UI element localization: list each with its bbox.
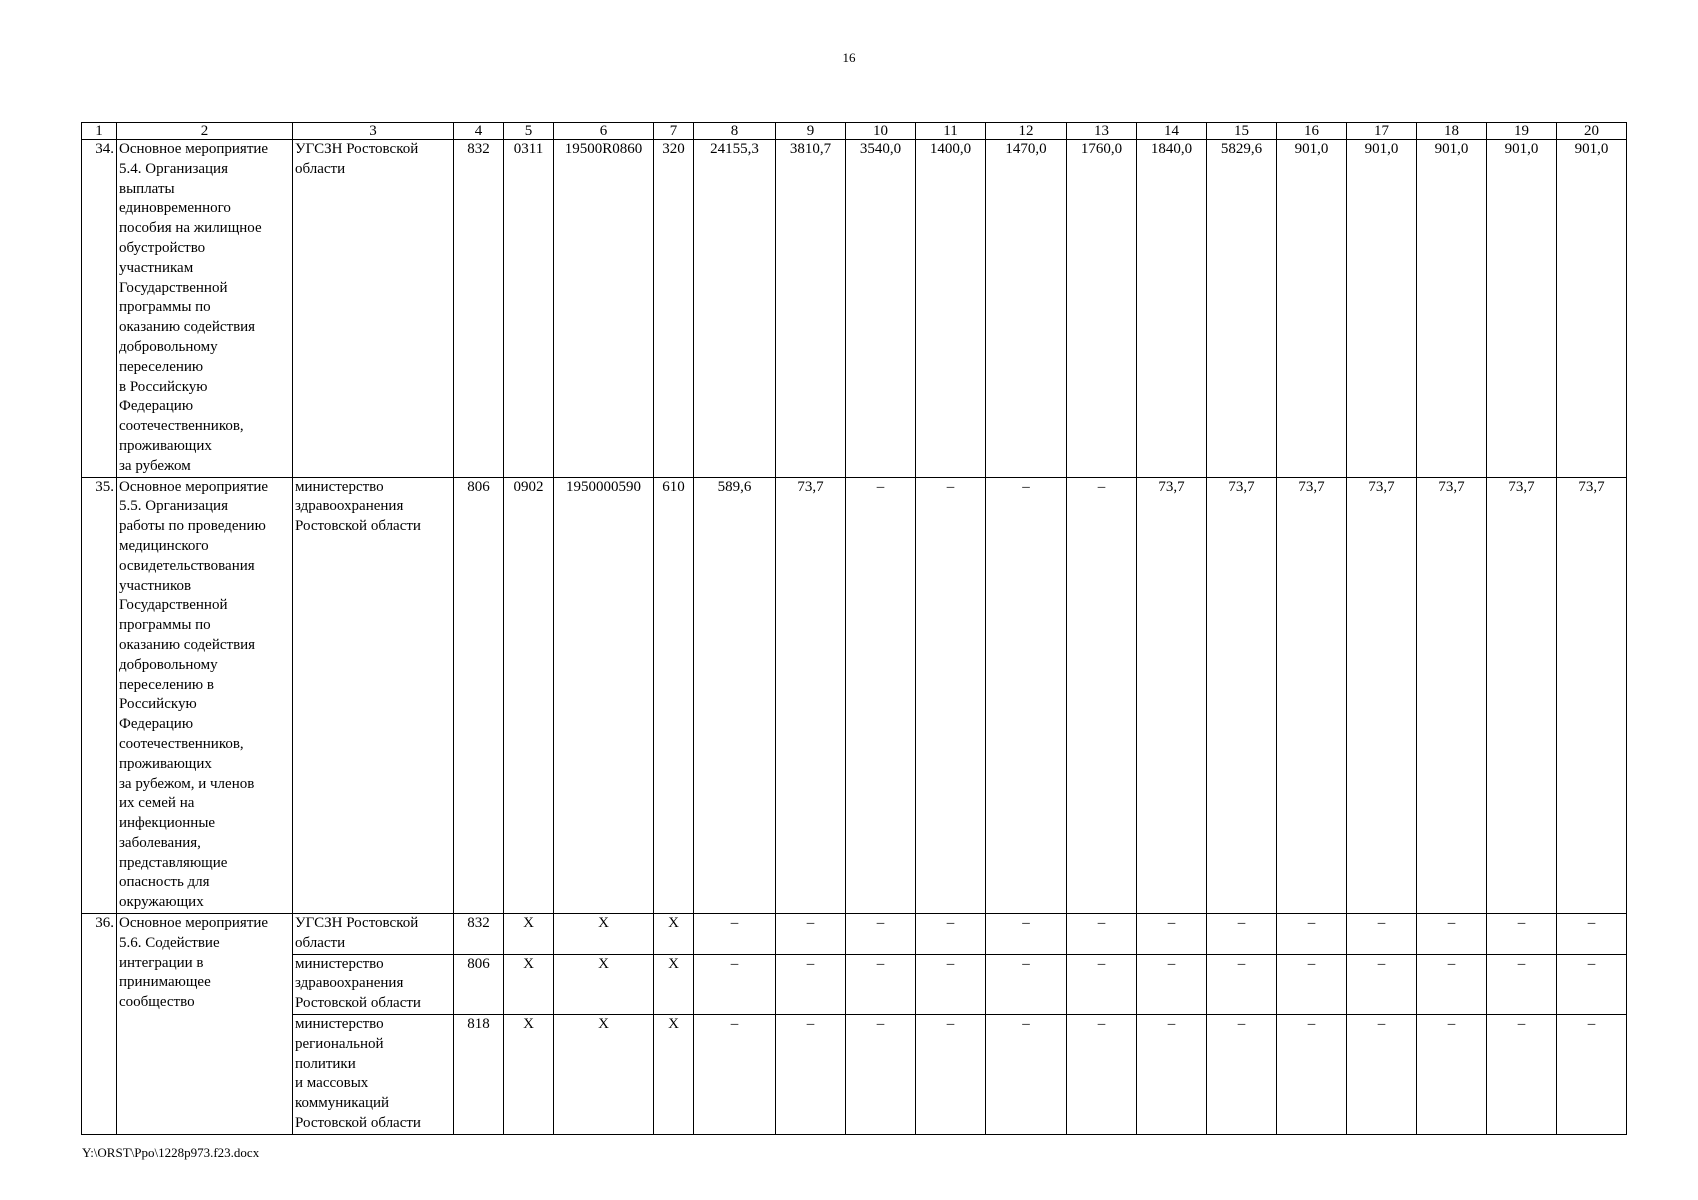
row-36-value-col-7: X <box>654 914 694 955</box>
row-36-value-col-13: – <box>1067 954 1137 1014</box>
row-36-value-col-13: – <box>1067 1015 1137 1135</box>
row-36-value-col-19: – <box>1487 1015 1557 1135</box>
row-34-activity-name-line: программы по <box>119 299 211 316</box>
row-36-executor-line: и массовых <box>295 1075 369 1092</box>
row-35-value-col-10: – <box>846 477 916 914</box>
row-35-activity-name-line: заболевания, <box>119 834 201 851</box>
row-34-value-col-6: 19500R0860 <box>554 140 654 478</box>
row-34-value-col-7: 320 <box>654 140 694 478</box>
row-36-value-col-17: – <box>1347 914 1417 955</box>
row-34-activity-name-line: Федерацию <box>119 398 194 415</box>
row-34-activity-name-line: проживающих <box>119 437 212 454</box>
row-34-value-col-13: 1760,0 <box>1067 140 1137 478</box>
footer-file-path: Y:\ORST\Ppo\1228p973.f23.docx <box>82 1145 260 1160</box>
row-34-activity-name-line: участникам <box>119 259 194 276</box>
row-35-value-col-20: 73,7 <box>1557 477 1627 914</box>
row-34-value-col-4: 832 <box>454 140 504 478</box>
row-36-executor-line: министерство <box>295 1016 384 1033</box>
row-36-activity-name-line: сообщество <box>119 994 195 1011</box>
row-36-value-col-9: – <box>776 1015 846 1135</box>
row-36-value-col-16: – <box>1277 1015 1347 1135</box>
row-36-executor-line: региональной <box>295 1035 384 1052</box>
column-header: 12 <box>986 123 1067 140</box>
column-header: 13 <box>1067 123 1137 140</box>
row-35-activity-name-line: освидетельствования <box>119 557 255 574</box>
page-number: 16 <box>842 50 856 65</box>
row-34-activity-name-line: Основное мероприятие <box>119 141 269 157</box>
row-34-activity-name-line: пособия на жилищное <box>119 220 262 237</box>
row-36-value-col-10: – <box>846 954 916 1014</box>
row-35 <box>82 477 1627 914</box>
row-36-executor-line: здравоохранения <box>295 975 404 992</box>
row-36-value-col-12: – <box>986 914 1067 955</box>
row-35-value-col-4: 806 <box>454 477 504 914</box>
row-35-value-col-19: 73,7 <box>1487 477 1557 914</box>
row-35-executor-line: здравоохранения <box>295 498 404 515</box>
column-header: 14 <box>1137 123 1207 140</box>
row-36-value-col-7: X <box>654 1015 694 1135</box>
row-35-activity-name-line: их семей на <box>119 795 195 812</box>
row-34-activity-name-line: единовременного <box>119 200 231 217</box>
row-36-value-col-18: – <box>1417 914 1487 955</box>
row-35-activity-name-line: Государственной <box>119 597 228 614</box>
row-34-number: 34. <box>82 140 117 478</box>
row-36-value-col-15: – <box>1207 914 1277 955</box>
row-34-activity-name-line: в Российскую <box>119 378 208 395</box>
row-36-value-col-16: – <box>1277 954 1347 1014</box>
row-36-value-col-9: – <box>776 954 846 1014</box>
row-36-value-col-16: – <box>1277 914 1347 955</box>
row-34-value-col-15: 5829,6 <box>1207 140 1277 478</box>
row-36-executor <box>293 954 454 1014</box>
row-36-executor-line: политики <box>295 1055 356 1072</box>
row-35-executor-line: министерство <box>295 478 384 495</box>
row-36-value-col-8: – <box>694 1015 776 1135</box>
column-header: 10 <box>846 123 916 140</box>
row-36-value-col-18: – <box>1417 1015 1487 1135</box>
row-35-value-col-12: – <box>986 477 1067 914</box>
row-36-activity-name-line: принимающее <box>119 974 211 991</box>
row-36-value-col-19: – <box>1487 914 1557 955</box>
row-34-activity-name-line: Государственной <box>119 279 228 296</box>
row-34-value-col-11: 1400,0 <box>916 140 986 478</box>
row-36-executor-line: области <box>295 934 346 951</box>
row-35-activity-name-line: за рубежом, и членов <box>119 775 255 792</box>
row-35-number: 35. <box>82 477 117 914</box>
row-36-value-col-12: – <box>986 954 1067 1014</box>
row-34-activity-name-line: оказанию содействия <box>119 319 256 336</box>
row-34-activity-name-line: 5.4. Организация <box>119 160 228 177</box>
row-36-value-col-19: – <box>1487 954 1557 1014</box>
row-36-value-col-4: 806 <box>454 954 504 1014</box>
row-36-executor-line: коммуникаций <box>295 1095 390 1112</box>
row-36-value-col-4: 832 <box>454 914 504 955</box>
row-36-value-col-14: – <box>1137 1015 1207 1135</box>
column-header: 2 <box>117 123 293 140</box>
row-35-activity-name-line: соотечественников, <box>119 735 244 752</box>
row-34 <box>82 140 1627 478</box>
row-35-activity-name-line: окружающих <box>119 894 204 911</box>
row-35-value-col-13: – <box>1067 477 1137 914</box>
row-36-value-col-20: – <box>1557 1015 1627 1135</box>
row-35-value-col-16: 73,7 <box>1277 477 1347 914</box>
row-34-activity-name-line: за рубежом <box>119 457 191 474</box>
row-35-activity-name-line: программы по <box>119 617 211 634</box>
column-header: 1 <box>82 123 117 140</box>
column-header: 19 <box>1487 123 1557 140</box>
row-36-value-col-13: – <box>1067 914 1137 955</box>
column-header: 9 <box>776 123 846 140</box>
row-35-value-col-9: 73,7 <box>776 477 846 914</box>
column-header: 7 <box>654 123 694 140</box>
row-35-activity-name-line: медицинского <box>119 537 209 554</box>
row-35-value-col-8: 589,6 <box>694 477 776 914</box>
row-34-value-col-10: 3540,0 <box>846 140 916 478</box>
row-36-value-col-7: X <box>654 954 694 1014</box>
row-35-value-col-14: 73,7 <box>1137 477 1207 914</box>
row-35-activity-name-line: представляющие <box>119 854 228 871</box>
row-36-value-col-8: – <box>694 954 776 1014</box>
row-36-value-col-14: – <box>1137 954 1207 1014</box>
row-36-activity-name-line: 5.6. Содействие <box>119 934 220 951</box>
row-34-value-col-20: 901,0 <box>1557 140 1627 478</box>
row-34-activity-name-line: переселению <box>119 358 204 375</box>
row-35-activity-name-line: опасность для <box>119 874 210 891</box>
row-35-activity-name-line: инфекционные <box>119 815 216 832</box>
row-36-value-col-11: – <box>916 914 986 955</box>
row-36-value-col-11: – <box>916 954 986 1014</box>
row-34-activity-name <box>117 140 293 478</box>
row-36-activity-name <box>117 914 293 1135</box>
row-34-executor-line: УГСЗН Ростовской <box>295 141 419 157</box>
row-35-value-col-5: 0902 <box>504 477 554 914</box>
row-36-value-col-5: X <box>504 1015 554 1135</box>
row-36-value-col-17: – <box>1347 1015 1417 1135</box>
row-36-number: 36. <box>82 914 117 1135</box>
row-36-value-col-20: – <box>1557 954 1627 1014</box>
row-36-value-col-4: 818 <box>454 1015 504 1135</box>
row-34-activity-name-line: соотечественников, <box>119 418 244 435</box>
row-36-value-col-10: – <box>846 1015 916 1135</box>
row-34-value-col-16: 901,0 <box>1277 140 1347 478</box>
row-36-value-col-17: – <box>1347 954 1417 1014</box>
row-35-value-col-17: 73,7 <box>1347 477 1417 914</box>
column-header: 4 <box>454 123 504 140</box>
row-36-value-col-5: X <box>504 954 554 1014</box>
row-34-executor-line: области <box>295 160 346 177</box>
row-35-activity-name-line: добровольному <box>119 656 218 673</box>
row-35-activity-name-line: проживающих <box>119 755 212 772</box>
row-34-value-col-19: 901,0 <box>1487 140 1557 478</box>
column-header: 17 <box>1347 123 1417 140</box>
row-36-value-col-6: X <box>554 1015 654 1135</box>
column-header: 11 <box>916 123 986 140</box>
column-header: 5 <box>504 123 554 140</box>
row-36-executor-line: Ростовской области <box>295 995 421 1012</box>
row-35-activity-name <box>117 477 293 914</box>
row-35-executor-line: Ростовской области <box>295 518 421 535</box>
row-36-subrow <box>82 954 1627 1014</box>
column-header: 20 <box>1557 123 1627 140</box>
row-35-executor <box>293 477 454 914</box>
row-35-value-col-15: 73,7 <box>1207 477 1277 914</box>
column-header: 15 <box>1207 123 1277 140</box>
row-36-value-col-9: – <box>776 914 846 955</box>
row-36-value-col-15: – <box>1207 954 1277 1014</box>
row-36-value-col-18: – <box>1417 954 1487 1014</box>
row-34-value-col-17: 901,0 <box>1347 140 1417 478</box>
row-36-executor-line: УГСЗН Ростовской <box>295 915 419 932</box>
data-table <box>81 122 1627 1135</box>
row-36-value-col-8: – <box>694 914 776 955</box>
row-35-activity-name-line: Основное мероприятие <box>119 478 269 495</box>
row-36-executor-line: Ростовской области <box>295 1115 421 1132</box>
column-header: 18 <box>1417 123 1487 140</box>
row-35-value-col-18: 73,7 <box>1417 477 1487 914</box>
row-34-activity-name-line: добровольному <box>119 338 218 355</box>
row-34-activity-name-line: обустройство <box>119 239 206 256</box>
row-36-activity-name-line: интеграции в <box>119 954 204 971</box>
row-35-value-col-6: 1950000590 <box>554 477 654 914</box>
column-header: 6 <box>554 123 654 140</box>
row-36-value-col-10: – <box>846 914 916 955</box>
row-36-value-col-20: – <box>1557 914 1627 955</box>
row-36-value-col-12: – <box>986 1015 1067 1135</box>
row-36-value-col-6: X <box>554 954 654 1014</box>
row-35-value-col-7: 610 <box>654 477 694 914</box>
row-34-executor <box>293 140 454 478</box>
row-35-value-col-11: – <box>916 477 986 914</box>
row-36-subrow <box>82 1015 1627 1135</box>
row-34-value-col-14: 1840,0 <box>1137 140 1207 478</box>
row-35-activity-name-line: переселению в <box>119 676 214 693</box>
row-34-value-col-9: 3810,7 <box>776 140 846 478</box>
row-36-executor <box>293 1015 454 1135</box>
row-36-value-col-15: – <box>1207 1015 1277 1135</box>
header-row <box>82 123 1627 140</box>
row-34-value-col-18: 901,0 <box>1417 140 1487 478</box>
row-36-value-col-14: – <box>1137 914 1207 955</box>
row-34-value-col-12: 1470,0 <box>986 140 1067 478</box>
row-35-activity-name-line: 5.5. Организация <box>119 498 228 515</box>
row-36-value-col-11: – <box>916 1015 986 1135</box>
row-35-activity-name-line: Российскую <box>119 696 197 713</box>
column-header: 8 <box>694 123 776 140</box>
row-36-executor <box>293 914 454 955</box>
row-36-value-col-5: X <box>504 914 554 955</box>
row-35-activity-name-line: оказанию содействия <box>119 636 256 653</box>
column-header: 16 <box>1277 123 1347 140</box>
row-34-value-col-8: 24155,3 <box>694 140 776 478</box>
row-34-value-col-5: 0311 <box>504 140 554 478</box>
row-34-activity-name-line: выплаты <box>119 180 175 197</box>
row-35-activity-name-line: Федерацию <box>119 716 194 733</box>
row-36-executor-line: министерство <box>295 955 384 972</box>
column-header: 3 <box>293 123 454 140</box>
row-35-activity-name-line: участников <box>119 577 192 594</box>
row-36-value-col-6: X <box>554 914 654 955</box>
row-36-activity-name-line: Основное мероприятие <box>119 915 269 932</box>
row-35-activity-name-line: работы по проведению <box>119 518 266 535</box>
row-36-subrow <box>82 914 1627 955</box>
